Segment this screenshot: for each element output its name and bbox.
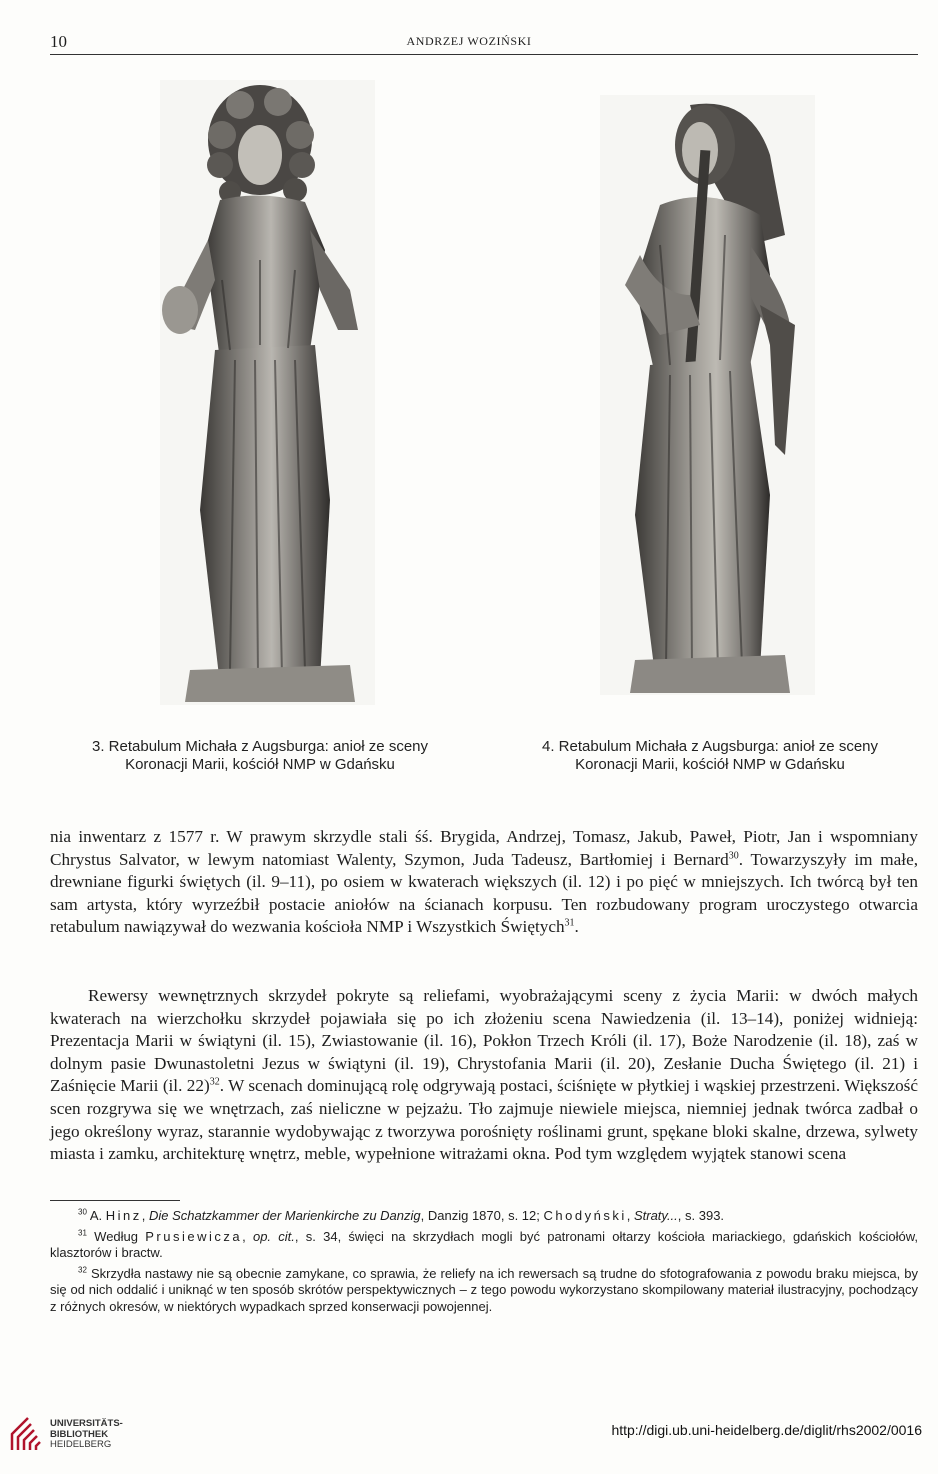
- footnotes: [50, 1208, 918, 1320]
- footnote-30: [50, 1208, 918, 1225]
- bottom-bar: [0, 1408, 938, 1474]
- page-number: 10: [50, 32, 67, 51]
- footnote-30-sep1: ,: [141, 1208, 149, 1223]
- footnote-30-title1: Die Schatzkammer der Marienkirche zu Danzig: [148, 1208, 421, 1223]
- footnote-32-number: 32: [78, 1265, 87, 1275]
- figure-3-caption: [60, 738, 460, 774]
- footnote-30-author2: Chodyński: [543, 1208, 627, 1223]
- footnote-30-author1: Hinz: [105, 1208, 142, 1223]
- header-rule: [50, 54, 918, 55]
- library-name: [50, 1419, 123, 1451]
- footnote-30-prefix: A.: [89, 1208, 103, 1223]
- body-paragraph-1: [50, 826, 918, 939]
- footnote-30-sep2: ,: [626, 1208, 634, 1223]
- figure-4-caption-line2: Koronacji Marii, kościół NMP w Gdańsku: [575, 756, 845, 773]
- footnote-31-number: 31: [78, 1228, 87, 1238]
- footnote-31-rest: , s. 34, święci na skrzydłach mogli być patronami ołtarzy kościoła mariackiego, gdańskich kościołów, klasztorów i bractw.: [50, 1228, 918, 1261]
- footnote-31-sep: ,: [242, 1228, 253, 1244]
- footnote-31-prefix: Według: [94, 1228, 138, 1244]
- library-name-line2: BIBLIOTHEK: [50, 1428, 109, 1440]
- footnote-ref-32[interactable]: 32: [209, 1076, 220, 1088]
- p1-text-b: . Towarzyszyły im małe, drewniane figurki świętych (il. 9–11), po osiem w kwaterach większych (il. 12) i po pięć w mniejszych. Ich twórcą był ten sam artysta, który wyrzeźbił postacie aniołów na ścianach korpusu. Ten rozbudowany program uroczystego otwarcia retabulum nawiązywał do wezwania kościoła NMP i Wszystkich Świętych: [50, 849, 918, 937]
- figure-4-caption: [510, 738, 910, 774]
- footnote-31: [50, 1229, 918, 1262]
- body-paragraph-2: [50, 985, 918, 1166]
- library-name-line1: UNIVERSITÄTS-: [50, 1418, 123, 1429]
- figure-4-caption-line1: 4. Retabulum Michała z Augsburga: anioł ze sceny: [541, 738, 879, 755]
- footnote-31-author: Prusiewicza: [145, 1228, 243, 1244]
- footnote-rule: [50, 1200, 180, 1201]
- footnote-30-end: , s. 393.: [677, 1208, 725, 1223]
- university-library-logo-icon: [10, 1416, 46, 1452]
- p1-text-a: nia inwentarz z 1577 r. W prawym skrzydle stali śś. Brygida, Andrzej, Tomasz, Jakub, Paweł, Piotr, Jan i wspomniany Chrystus Salvator, w lewym natomiast Walenty, Szymon, Juda Tadeusz, Bartłomiej i Bernard: [50, 827, 918, 869]
- p2-text-a: Rewersy wewnętrznych skrzydeł pokryte są reliefami, wyobrażającymi sceny z życia Marii: w dwóch małych kwaterach na wierzchołku skrzydeł pojawiała się po ich złożeniu scena Nawiedzenia (il. 13–14), poniżej widnieją: Prezentacja Marii w świątyni (il. 15), Zwiastowanie (il. 16), Pokłon Trzech Króli (il. 17), Boże Narodzenie (il. 18), zaś w dolnym pasie Dwunastoletni Jezus w świątyni (il. 19), Chrystofania Marii (il. 20), Zesłanie Ducha Świętego (il. 21) i Zaśnięcie Marii (il. 22): [50, 986, 918, 1096]
- footnote-ref-30[interactable]: 30: [728, 849, 739, 861]
- running-head: ANDRZEJ WOZIŃSKI: [406, 34, 532, 48]
- figure-3-caption-line1: 3. Retabulum Michała z Augsburga: anioł ze sceny: [91, 738, 429, 755]
- p2-text-b: . W scenach dominującą rolę odgrywają postaci, ściśnięte w płytkiej i wąskiej przestrzeni. Większość scen rozgrywa się we wnętrzach, zaś nieliczne w pejzażu. Tło zajmuje niewiele miejsca, niemniej jednak twórca zadbał o jego określony wyraz, starannie wydobywając z tworzywa porośnięty roślinami grunt, spękane bloki skalne, drzewa, sylwety miasta i zamku, architekturę wnętrz, meble, wypełnione witrażami okna. Pod tym względem wyjątek stanowi scena: [50, 1076, 918, 1164]
- figure-4-photo: [600, 95, 815, 695]
- footnote-31-title: op. cit.: [252, 1228, 295, 1244]
- footnote-30-number: 30: [78, 1207, 87, 1217]
- figure-3-caption-line2: Koronacji Marii, kościół NMP w Gdańsku: [125, 756, 395, 773]
- figure-3-photo: [160, 80, 375, 705]
- footnote-ref-31[interactable]: 31: [564, 917, 575, 929]
- source-url-link[interactable]: http://digi.ub.uni-heidelberg.de/diglit/rhs2002/0016: [611, 1422, 922, 1438]
- footnote-32-text: Skrzydła nastawy nie są obecnie zamykane, co sprawia, że reliefy na ich rewersach są trudne do sfotografowania z powodu braku miejsca, by się od nich oddalić i uniknąć w ten sposób skrótów perspektywicznych – z tego powodu wykorzystano skompilowany materiał ilustracyjny, pochodzący z różnych okresów, w niektórych wypadkach sprzed konserwacji powojennej.: [50, 1265, 918, 1314]
- p1-text-c: .: [574, 917, 579, 937]
- footnote-30-mid: , Danzig 1870, s. 12;: [420, 1208, 540, 1223]
- footnote-30-title2: Straty...: [633, 1208, 678, 1223]
- footnote-32: [50, 1266, 918, 1316]
- library-name-line3: HEIDELBERG: [50, 1439, 112, 1450]
